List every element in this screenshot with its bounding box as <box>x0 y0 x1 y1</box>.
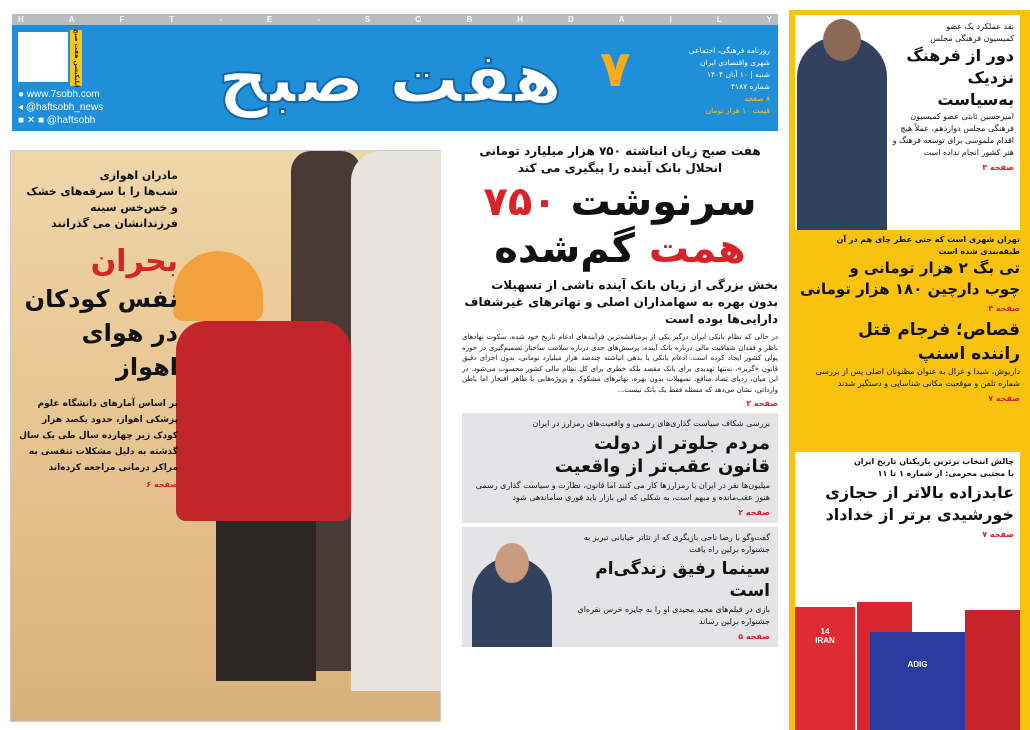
story1-body: امیرحسین ثابتی عضو کمیسیون فرهنگی مجلس دوازدهم، عملاً هیچ اقدام ملموسی برای توسعه فرهنگ و هنر کشور انجام نداده است <box>892 112 1014 157</box>
crypto-story[interactable] <box>462 413 778 523</box>
strip-letter: B <box>466 15 473 24</box>
actor-photo <box>472 557 552 647</box>
jersey-text: ADIG <box>907 660 928 669</box>
box2-kicker: گفت‌وگو با رضا ناجی بازیگری که از تئاتر خیابانی تبریز به جشنواره برلین راه یافت <box>583 533 770 554</box>
main-deck: هفت صبح زیان انباشته ۷۵۰ هزار میلیارد تومانی انحلال بانک آینده را پیگیری می کند <box>479 144 761 175</box>
story3-body: داریوش، شیدا و غزال به عنوان مظنونان اصلی پس از بررسی شماره تلفن و موقعیت مکانی شناسایی و دستگیر شدند <box>815 367 1020 388</box>
tea-story[interactable] <box>796 234 1020 314</box>
headline-part: گم‌شده <box>494 226 635 272</box>
page-ref[interactable]: صفحه ۲ <box>738 508 770 517</box>
box2-body: بازی در فیلم‌های مجید مجیدی او را به جایزه خرس نقره‌ای جشنواره برلین رساند <box>577 605 770 626</box>
page-count: ۸ صفحه <box>744 94 770 103</box>
qr-code-icon[interactable] <box>18 32 68 82</box>
football-story[interactable] <box>795 452 1020 730</box>
jersey-number: 14 <box>820 627 830 636</box>
main-headline <box>462 179 778 273</box>
story2-kicker: تهران شهری است که حتی عطر چای هم در آن طبقه‌بندی شده است <box>836 235 1020 256</box>
strip-letter: S <box>364 15 371 24</box>
left-story[interactable] <box>18 168 178 490</box>
left-body: بر اساس آمارهای دانشگاه علوم پزشکی اهواز، حدود یکصد هزار کودک زیر چهارده سال طی یک سال گذشته به دلیل مشکلات تنفسی به مراکز درمانی مراجعه کرده‌اند <box>19 399 178 473</box>
snapp-story[interactable] <box>796 318 1020 404</box>
story4-kicker: چالش انتخاب برترین بازیکنان تاریخ ایران با مجتبی محرمی: از شماره ۱ تا ۱۱ <box>853 457 1014 478</box>
politician-photo <box>797 37 887 230</box>
strip-letter: A <box>68 15 75 24</box>
page-ref[interactable]: صفحه ۷ <box>982 530 1014 539</box>
page-ref[interactable]: صفحه ۴ <box>988 304 1020 313</box>
actor-face <box>495 543 529 583</box>
issue-number: شماره ۴۱۸۷ <box>731 82 770 91</box>
box1-headline: مردم جلوتر از دولت قانون عقب‌تر از واقعیت <box>554 433 770 477</box>
box1-body: میلیون‌ها نفر در ایران با رمزارزها کار می کنند اما قانون، نظارت و سیاست گذاری رسمی هنوز عقب‌مانده و مبهم است، به شکلی که این بازار باید فوری ساماندهی شود <box>475 481 770 502</box>
paper-type-2: شهری واقتصادی ایران <box>700 58 770 67</box>
player-blue-jersey <box>870 632 965 730</box>
story4-headline: عابدزاده بالاتر از حجازی خورشیدی برتر از خداداد <box>825 483 1014 524</box>
page-ref[interactable]: صفحه ۳ <box>982 163 1014 172</box>
app-tag-text: اپلیکیشن هفت صبح <box>73 28 80 88</box>
strip-letter: T <box>169 15 175 24</box>
headline-part-red: ۷۵۰ <box>483 179 557 225</box>
child-jacket <box>176 321 351 521</box>
strip-letter: E <box>266 15 273 24</box>
player-red-jersey <box>795 607 855 730</box>
main-subheadline: بخش بزرگی از زیان بانک آینده ناشی از تسهیلات بدون بهره به سهامداران اصلی و تهاترهای غیرشفاف دارایی‌ها بوده است <box>464 278 778 326</box>
box2-headline: سینما رفیق زندگی‌ام است <box>595 559 770 601</box>
logo-numeral: ۷ <box>600 40 631 98</box>
page-ref[interactable]: صفحه ۵ <box>738 632 770 641</box>
page-ref[interactable]: صفحه ۶ <box>146 480 178 489</box>
issue-info <box>680 45 770 117</box>
strip-letter: - <box>317 15 320 24</box>
strip-letter: D <box>568 15 574 24</box>
main-body: در حالی که نظام بانکی ایران درگیر یکی از پرمناقشه‌ترین فرآیندهای ادغام تاریخ خود شده، سکوت نهادهای ناظر و فقدان شفافیت مالی درباره بانک آینده، پرسش‌های جدی درباره سلامت ساختار تصمیم‌گیری در حوزه پولی کشور ایجاد کرده است. ادغام بانکی با بدهی انباشته چندصد هزار میلیارد تومانی، بدون اجرای دقیق قانون «گزیر»، نه‌تنها تهدیدی برای بانک مقصد بلکه خطری برای کل نظام مالی کشور محسوب می‌شود. در این میان، ردپای تضاد منافع، تسهیلات بدون بهره، تهاترهای مشکوک و پروژه‌هایی با ظاهر افتخار اما باطن وارداتی، نشان می‌دهد که مسئله فقط یک بانک نیست... <box>462 333 778 394</box>
left-headline-red: بحران <box>90 244 178 279</box>
left-kicker: مادران اهوازی شب‌ها را با سرفه‌های خشک و خس‌خس سینه فرزندانشان می گذرانند <box>26 169 178 230</box>
social-handle-link[interactable]: ■ ✕ ■ @haftsobh <box>18 115 96 126</box>
story3-headline: قصاص؛ فرجام قتل راننده اسنپ <box>858 320 1020 364</box>
box1-kicker: بررسی شکاف سیاست گذاری‌های رسمی و واقعیت‌های رمزارز در ایران <box>532 419 770 428</box>
child-hat <box>173 251 263 321</box>
paper-type: روزنامه فرهنگی، اجتماعی <box>688 46 770 55</box>
website-link[interactable]: ● www.7sobh.com <box>18 89 100 100</box>
story2-headline: تی بگ ۲ هزار تومانی و چوب دارچین ۱۸۰ هزار تومانی <box>800 259 1020 298</box>
social-links <box>18 88 103 127</box>
strip-letter: F <box>119 15 125 24</box>
masthead-strip <box>12 14 778 25</box>
sabeti-story[interactable] <box>795 15 1020 230</box>
telegram-link[interactable]: ◂ @haftsobh_news <box>18 102 104 113</box>
left-headline: نفس کودکان در هوای اهواز <box>24 285 178 381</box>
headline-part: سرنوشت <box>556 179 757 225</box>
strip-letter: H <box>517 15 524 24</box>
story1-kicker: نقد عملکرد یک عضو کمیسیون فرهنگی مجلس <box>930 22 1014 43</box>
center-column <box>462 143 778 647</box>
telegram-text: @haftsobh_news <box>25 102 104 113</box>
goalkeeper <box>965 610 1020 730</box>
strip-letter: L <box>716 15 722 24</box>
page-ref[interactable]: صفحه ۷ <box>988 394 1020 403</box>
newspaper-logo: هفت صبح <box>217 37 563 119</box>
child-pants <box>216 521 316 681</box>
app-tag <box>70 30 82 86</box>
strip-letter: I <box>669 15 672 24</box>
strip-letter: H <box>18 15 24 24</box>
jersey-text: IRAN <box>815 636 835 645</box>
story1-headline: دور از فرهنگ نزدیک به‌سیاست <box>906 46 1014 109</box>
right-middle <box>796 234 1020 404</box>
social-text: @haftsobh <box>46 115 96 126</box>
politician-face <box>823 19 861 61</box>
main-story[interactable] <box>462 143 778 409</box>
cinema-story[interactable] <box>462 527 778 647</box>
price: قیمت ۱۰ هزار تومان <box>705 106 770 115</box>
website-text: www.7sobh.com <box>26 89 100 100</box>
issue-date: شنبه | ۱۰ آبان ۱۴۰۴ <box>706 70 770 79</box>
strip-letter: O <box>415 15 422 24</box>
adult-figure-white <box>351 151 441 691</box>
strip-letter: Y <box>766 15 772 24</box>
headline-part-red: همت <box>634 226 746 272</box>
strip-letter: - <box>219 15 222 24</box>
strip-letter: A <box>618 15 625 24</box>
page-ref[interactable]: صفحه ۲ <box>746 399 778 408</box>
